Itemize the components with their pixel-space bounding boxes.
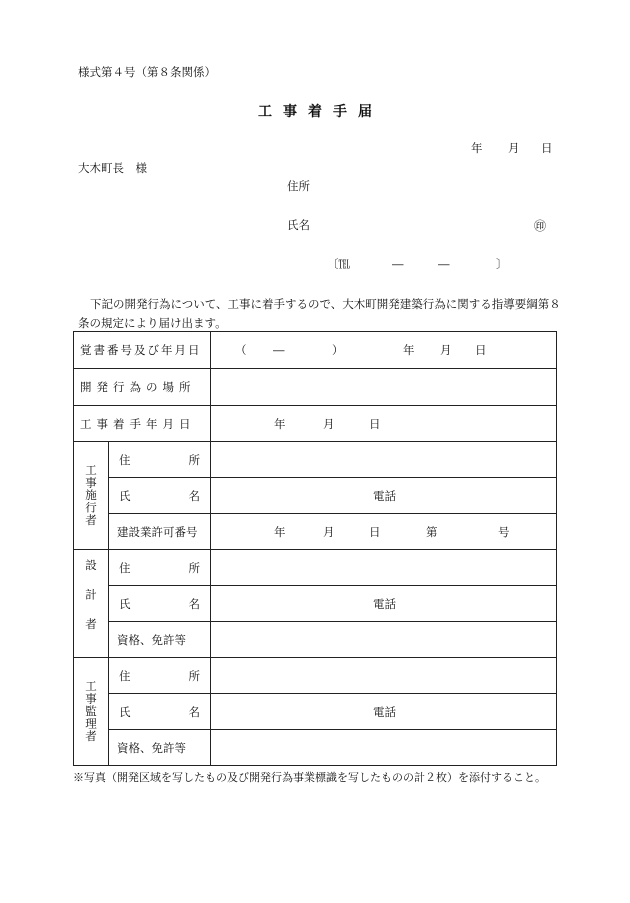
contractor-address-label: 住 所	[109, 442, 211, 478]
license-month: 月	[323, 524, 335, 539]
start-date-label: 工事着手年月日	[74, 406, 211, 442]
start-date-value	[211, 406, 557, 442]
designer-name-label: 氏 名	[109, 586, 211, 622]
contractor-name-label: 氏 名	[109, 478, 211, 514]
license-row	[74, 514, 557, 550]
supervisor-phone-label: 電話	[373, 704, 396, 719]
supervisor-name-row	[74, 694, 557, 730]
designer-group-label: 設計者	[74, 550, 109, 658]
phone-open: 〔℡	[327, 257, 350, 271]
document-title: 工事着手届	[258, 104, 383, 120]
phone-close: 〕	[496, 257, 508, 271]
designer-qualification-value	[211, 622, 557, 658]
supervisor-group-label: 工事監理者	[74, 658, 109, 766]
license-dai: 第	[426, 524, 438, 539]
contractor-address-value	[211, 442, 557, 478]
footnote: ※写真（開発区域を写したもの及び開発行為事業標識を写したものの計２枚）を添付すること。	[73, 771, 546, 784]
memo-paren-open: （	[235, 343, 247, 357]
memo-dash: ―	[273, 343, 285, 357]
memo-value	[211, 332, 557, 369]
supervisor-qualification-row	[74, 730, 557, 766]
seal-mark: ㊞	[534, 219, 547, 233]
date-year: 年	[471, 141, 483, 155]
date-month: 月	[508, 141, 520, 155]
designer-address-label: 住 所	[109, 550, 211, 586]
designer-phone-label: 電話	[373, 596, 396, 611]
license-year: 年	[274, 524, 286, 539]
form-number: 様式第４号（第８条関係）	[78, 65, 216, 79]
memo-day: 日	[475, 343, 487, 357]
applicant-name-label: 氏名	[287, 218, 310, 232]
phone-dash-1: ―	[392, 257, 404, 271]
start-day: 日	[369, 416, 381, 431]
start-month: 月	[323, 416, 335, 431]
designer-name-value	[211, 586, 557, 622]
addressee: 大木町長 様	[78, 161, 147, 175]
contractor-phone-label: 電話	[373, 488, 396, 503]
location-label: 開発行為の場所	[74, 369, 211, 406]
supervisor-address-value	[211, 658, 557, 694]
memo-paren-close: ）	[332, 343, 344, 357]
memo-row	[74, 332, 557, 369]
body-text: 下記の開発行為について、工事に着手するので、大木町開発建築行為に関する指導要綱第８条の規定により届け出ます。	[78, 297, 561, 330]
designer-address-row	[74, 550, 557, 586]
applicant-address-label: 住所	[287, 179, 310, 193]
memo-month: 月	[440, 343, 452, 357]
supervisor-qualification-label: 資格、免許等	[109, 730, 211, 766]
license-day: 日	[369, 524, 381, 539]
location-value	[211, 369, 557, 406]
phone-dash-2: ―	[438, 257, 450, 271]
supervisor-name-label: 氏 名	[109, 694, 211, 730]
supervisor-name-value	[211, 694, 557, 730]
contractor-name-value	[211, 478, 557, 514]
license-value	[211, 514, 557, 550]
license-label: 建設業許可番号	[109, 514, 211, 550]
start-date-row	[74, 406, 557, 442]
start-year: 年	[274, 416, 286, 431]
designer-qualification-row	[74, 622, 557, 658]
designer-qualification-label: 資格、免許等	[109, 622, 211, 658]
supervisor-qualification-value	[211, 730, 557, 766]
notification-table	[73, 331, 557, 766]
designer-address-value	[211, 550, 557, 586]
contractor-group-label: 工事施行者	[74, 442, 109, 550]
supervisor-address-label: 住 所	[109, 658, 211, 694]
designer-name-row	[74, 586, 557, 622]
supervisor-address-row	[74, 658, 557, 694]
memo-label: 覚書番号及び年月日	[74, 332, 211, 369]
contractor-address-row	[74, 442, 557, 478]
contractor-name-row	[74, 478, 557, 514]
location-row	[74, 369, 557, 406]
memo-year: 年	[403, 343, 415, 357]
date-day: 日	[541, 141, 553, 155]
license-go: 号	[498, 524, 510, 539]
